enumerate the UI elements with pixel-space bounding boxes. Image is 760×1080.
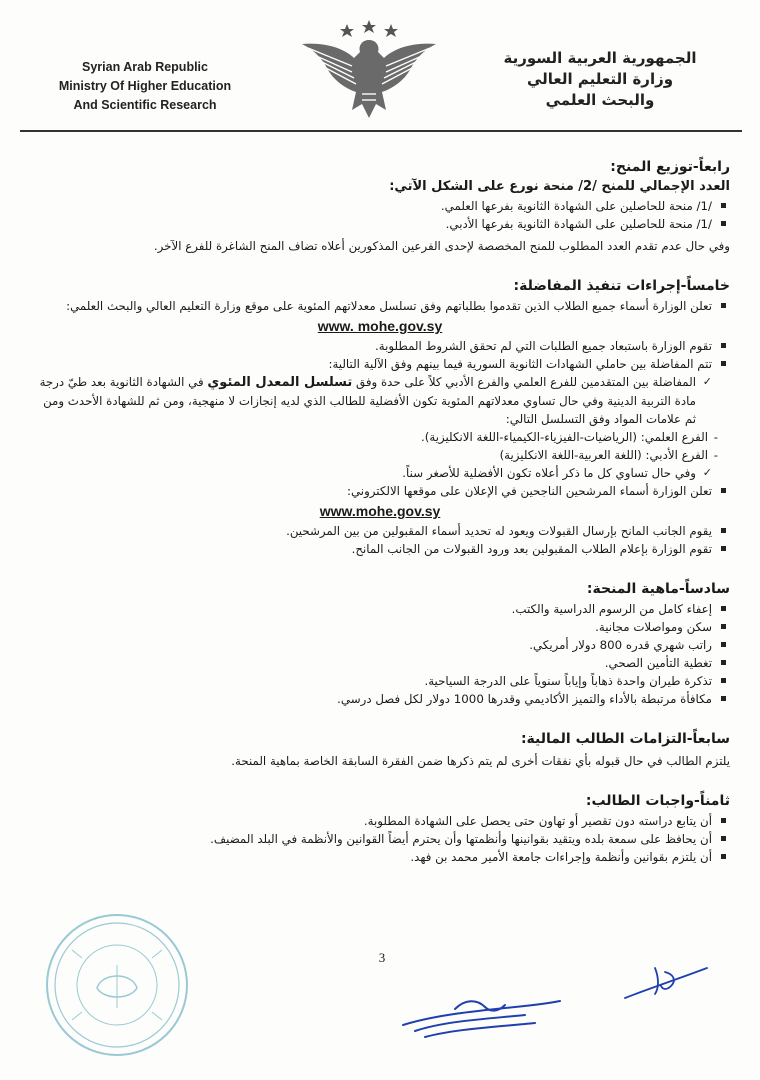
english-line-3: And Scientific Research — [73, 98, 217, 112]
list-item: /1/ منحة للحاصلين على الشهادة الثانوية بفرعها العلمي. — [30, 197, 712, 215]
list-item: تغطية التأمين الصحي. — [30, 654, 712, 672]
section6-list — [30, 600, 730, 708]
tie-break-list — [30, 464, 730, 482]
list-item: يقوم الجانب المانح بإرسال القبولات ويعود له تحديد أسماء المقبولين من بين المرشحين. — [30, 522, 712, 540]
ministry-website-link[interactable]: www. mohe.gov.sy — [317, 318, 443, 334]
section5-list-cont3 — [30, 522, 730, 558]
section6-title: سادساً-ماهية المنحة: — [586, 581, 730, 597]
document-body — [30, 150, 730, 866]
english-line-2: Ministry Of Higher Education — [58, 79, 232, 93]
list-item: أن يحافظ على سمعة بلده ويتقيد بقوانينها وأنظمتها وأن يحترم أيضاً القوانين والأنظمة في البلد المضيف. — [30, 830, 712, 848]
arabic-letterhead — [480, 48, 720, 111]
section4-note: وفي حال عدم تقدم العدد المطلوب للمنح المخصصة لإحدى الفرعين المذكورين أعلاه تضاف المنح الشاغرة للفرع الآخر. — [153, 239, 730, 253]
signature-mark-icon — [395, 985, 565, 1045]
check-item — [30, 373, 696, 428]
official-stamp-icon — [42, 910, 192, 1060]
section5-list-cont — [30, 337, 730, 373]
list-item: تقوم الوزارة بإعلام الطلاب المقبولين بعد ورود القبولات من الجانب المانح. — [30, 540, 712, 558]
section4-subtitle: العدد الإجمالي للمنح /2/ منحة نورع على الشكل الآتي: — [389, 179, 730, 194]
list-item: تتم المفاضلة بين حاملي الشهادات الثانوية السورية فيما بينهم وفق الآلية التالية: — [30, 355, 712, 373]
letterhead — [0, 0, 760, 140]
list-item: /1/ منحة للحاصلين على الشهادة الثانوية بفرعها الأدبي. — [30, 215, 712, 233]
list-item: أن يلتزم بقوانين وأنظمة وإجراءات جامعة الأمير محمد بن فهد. — [30, 848, 712, 866]
list-item: تذكرة طيران واحدة ذهاباً وإياباً سنوياً على الدرجة السياحية. — [30, 672, 712, 690]
arabic-line-3: والبحث العلمي — [545, 91, 655, 109]
list-item: - الفرع الأدبي: (اللغة العربية-اللغة الانكليزية) — [30, 446, 708, 464]
section8-title: ثامناً-واجبات الطالب: — [585, 793, 730, 809]
list-item: إعفاء كامل من الرسوم الدراسية والكتب. — [30, 600, 712, 618]
list-item: راتب شهري قدره 800 دولار أمريكي. — [30, 636, 712, 654]
list-item: أن يتابع دراسته دون تقصير أو تهاون حتى يحصل على الشهادة المطلوبة. — [30, 812, 712, 830]
initials-mark-icon — [615, 960, 715, 1005]
section5-list — [30, 297, 730, 315]
selection-mechanism-list — [30, 373, 730, 428]
english-letterhead — [40, 58, 250, 115]
arabic-line-1: الجمهورية العربية السورية — [503, 49, 697, 67]
check-item-start: المفاضلة بين المتقدمين للفرع العلمي والفرع الأدبي كلاً على حدة وفق — [356, 375, 696, 389]
section4-list — [30, 197, 730, 233]
list-item: تقوم الوزارة باستبعاد جميع الطلبات التي لم تحقق الشروط المطلوبة. — [30, 337, 712, 355]
list-item: تعلن الوزارة أسماء جميع الطلاب الذين تقدموا بطلباتهم وفق تسلسل معدلاتهم المئوية على موقع وزارة التعليم العالي والبحث العلمي: — [30, 297, 712, 315]
section7-text: يلتزم الطالب في حال قبوله بأي نفقات أخرى لم يتم ذكرها ضمن الفقرة السابقة الخاصة بماهية المنحة. — [231, 754, 730, 768]
english-line-1: Syrian Arab Republic — [82, 60, 208, 74]
list-item: - الفرع العلمي: (الرياضيات-الفيزياء-الكيمياء-اللغة الانكليزية). — [30, 428, 708, 446]
section5-title: خامساً-إجراءات تنفيذ المفاضلة: — [513, 278, 730, 294]
check-item: ✓ وفي حال تساوي كل ما ذكر أعلاه تكون الأفضلية للأصغر سناً. — [30, 464, 696, 482]
page-number: 3 — [378, 950, 386, 965]
subject-order-list — [30, 428, 730, 464]
header-divider — [20, 130, 742, 132]
ministry-website-link-2[interactable]: www.mohe.gov.sy — [319, 503, 441, 519]
list-item: سكن ومواصلات مجانية. — [30, 618, 712, 636]
list-item: تعلن الوزارة أسماء المرشحين الناجحين في الإعلان على موقعها الالكتروني: — [30, 482, 712, 500]
section5-list-cont2 — [30, 482, 730, 500]
check-item-bold: تسلسل المعدل المئوي — [207, 375, 353, 390]
arabic-line-2: وزارة التعليم العالي — [526, 70, 674, 88]
list-item: مكافأة مرتبطة بالأداء والتميز الأكاديمي وقدرها 1000 دولار لكل فصل درسي. — [30, 690, 712, 708]
section7-title: سابعاً-التزامات الطالب المالية: — [520, 731, 730, 747]
section8-list — [30, 812, 730, 866]
section4-title: رابعاً-توزيع المنح: — [610, 159, 730, 175]
check-item-rest: في الشهادة الثانوية بعد طيّ درجة مادة التربية الدينية وفي حال تساوي معدلاتهم المئوية تكون الأفضلية للطالب الذي لديه إنجازات لا منهجية، ومن ثم للشهادة الأحدث ومن ثم علامات المواد وفق التسلسل التالي: — [39, 375, 696, 426]
eagle-emblem-icon — [294, 18, 444, 128]
